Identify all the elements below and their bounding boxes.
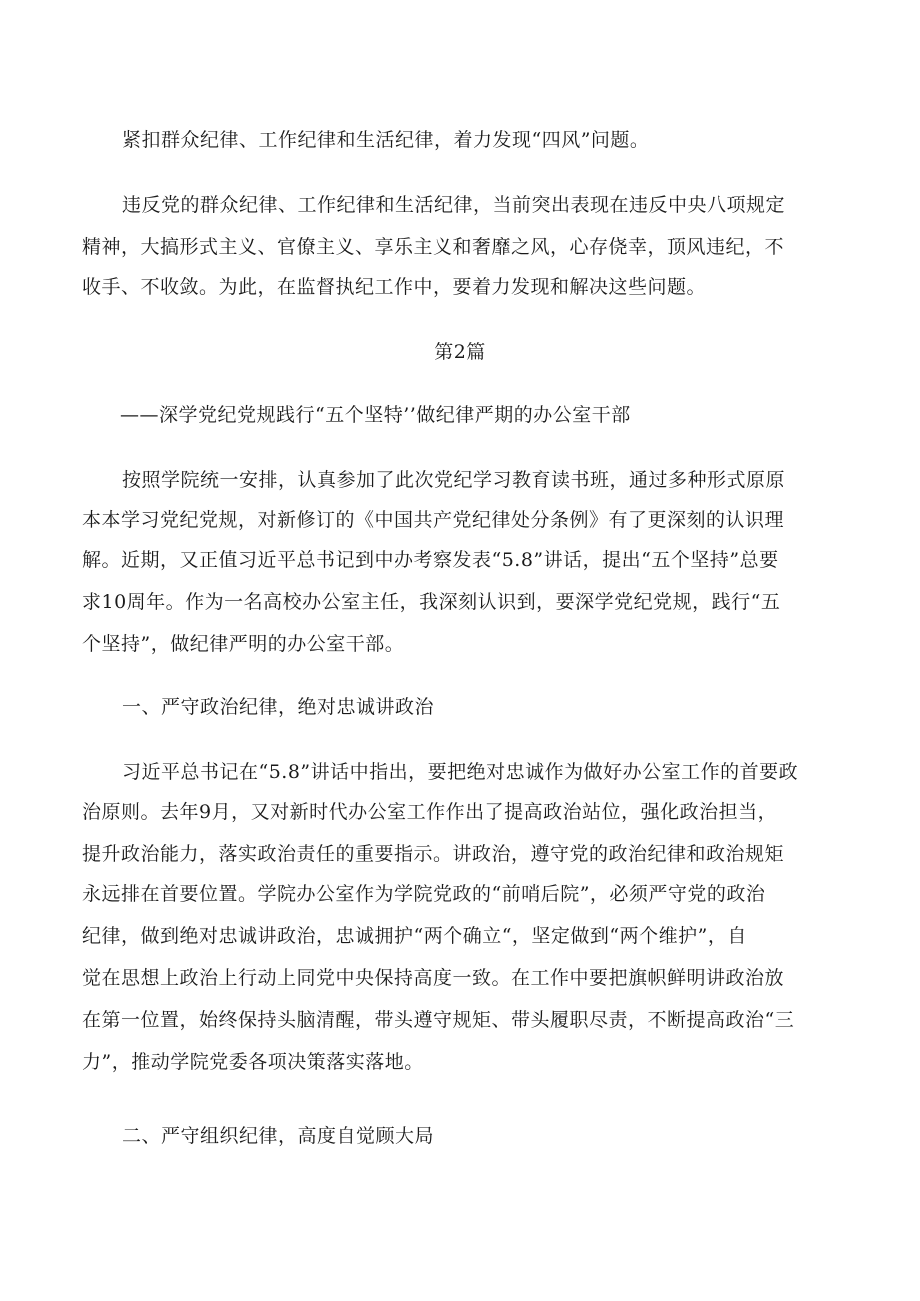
intro-para-line: 收手、不收敛。为此，在监督执纪工作中，要着力发现和解决这些问题。 — [82, 276, 707, 298]
para1-line: 按照学院统一安排，认真参加了此次党纪学习教育读书班，通过多种形式原原 — [122, 469, 786, 491]
para1-line: 求10周年。作为一名高校办公室主任，我深刻认识到，要深学党纪党规，践行“五 — [82, 591, 781, 613]
para1-line: 个坚持”，做纪律严明的办公室干部。 — [82, 633, 405, 655]
para2-line: 习近平总书记在“5.8”讲话中指出，要把绝对忠诚作为做好办公室工作的首要政 — [122, 761, 799, 783]
para2-line: 提升政治能力，落实政治责任的重要指示。讲政治，遵守党的政治纪律和政治规矩 — [82, 843, 785, 865]
intro-para-line: 违反党的群众纪律、工作纪律和生活纪律，当前突出表现在违反中央八项规定 — [122, 194, 786, 216]
article-number: 第2篇 — [434, 341, 486, 363]
section1-heading: 一、严守政治纪律，绝对忠诚讲政治 — [122, 696, 435, 718]
para2-line: 在第一位置，始终保持头脑清醒，带头遵守规矩、带头履职尽责，不断提高政治“三 — [82, 1009, 795, 1031]
section2-heading: 二、严守组织纪律，高度自觉顾大局 — [122, 1125, 435, 1147]
article-subtitle: ——深学党纪党规践行“五个坚特’’做纪律严期的办公室干部 — [120, 404, 631, 426]
para2-line: 治原则。去年9月，又对新时代办公室工作作出了提高政治站位，强化政治担当， — [82, 801, 778, 823]
para2-line: 永远排在首要位置。学院办公室作为学院党政的“前哨后院”，必须严守党的政治 — [82, 883, 766, 905]
para2-line: 纪律，做到绝对忠诚讲政治，忠诚拥护“两个确立“，坚定做到“两个维护”，自 — [82, 925, 747, 947]
intro-heading: 紧扣群众纪律、工作纪律和生活纪律，着力发现“四风”问题。 — [122, 129, 650, 151]
para1-line: 解。近期，又正值习近平总书记到中办考察发表“5.8”讲话，提出“五个坚持”总要 — [82, 549, 779, 571]
para2-line: 觉在思想上政治上行动上同党中央保持高度一致。在工作中要把旗帜鲜明讲政治放 — [82, 967, 785, 989]
intro-para-line: 精神，大搞形式主义、官僚主义、享乐主义和奢靡之风，心存侥幸，顶风违纪，不 — [82, 236, 785, 258]
para2-line: 力”，推动学院党委各项决策落实落地。 — [82, 1051, 424, 1073]
para1-line: 本本学习党纪党规，对新修订的《中国共产党纪律处分条例》有了更深刻的认识理 — [82, 509, 785, 531]
